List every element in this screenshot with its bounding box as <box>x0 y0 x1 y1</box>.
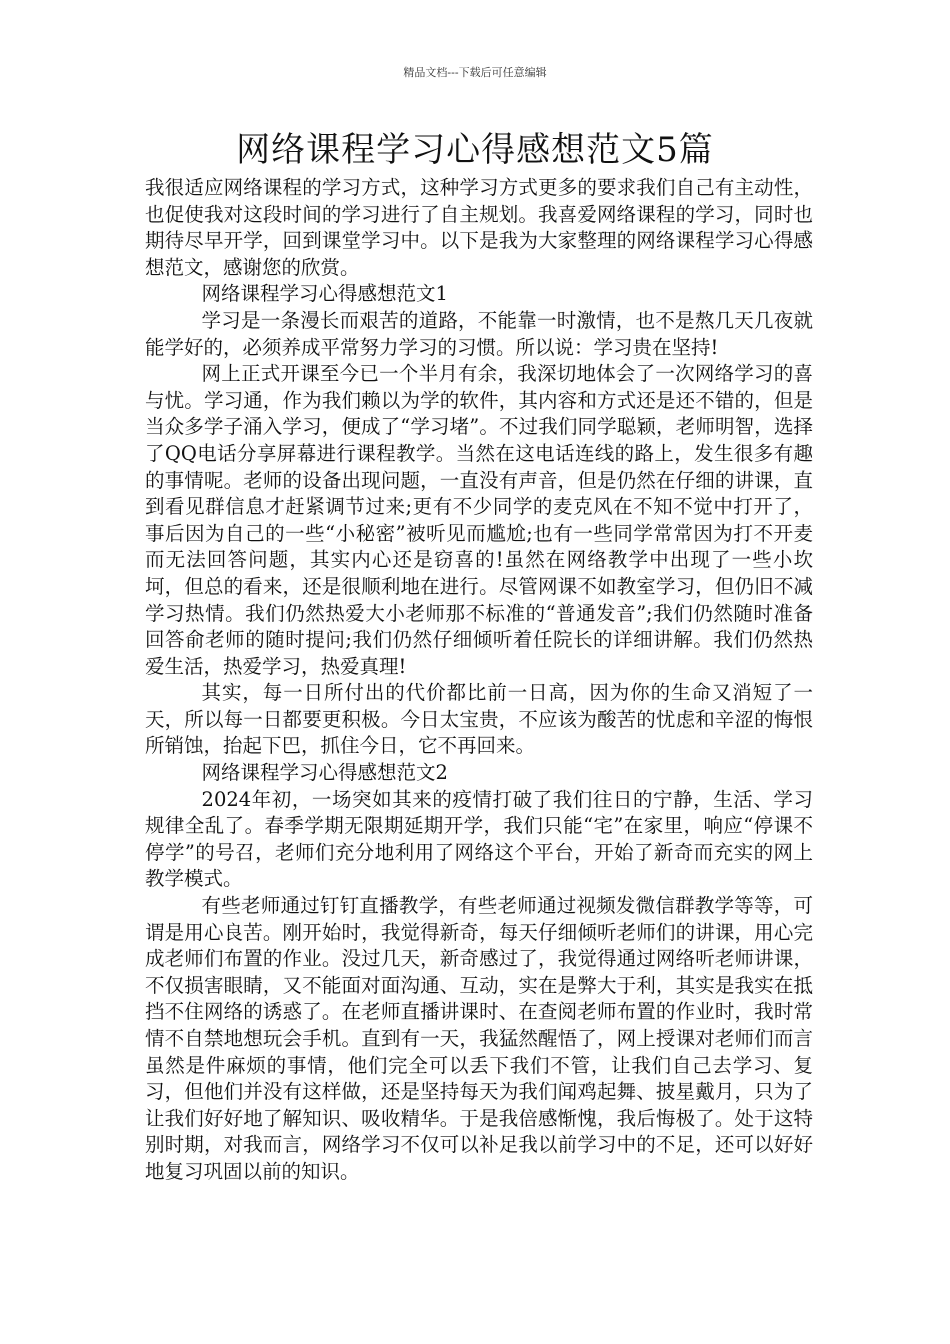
paragraph: 2024年初，一场突如其来的疫情打破了我们往日的宁静，生活、学习规律全乱了。春季学期无限期延期开学，我们只能“宅”在家里，响应“停课不停学”的号召，老师们充分地利用了网络这个平台，开始了新奇而充实的网上教学模式。 <box>145 787 813 891</box>
paragraph: 网上正式开课至今已一个半月有余，我深切地体会了一次网络学习的喜与忧。学习通，作为我们赖以为学的软件，其内容和方式还是还不错的，但是当众多学子涌入学习，便成了“学习堵”。不过我们同学聪颖，老师明智，选择了QQ电话分享屏幕进行课程教学。当然在这电话连线的路上，发生很多有趣的事情呢。老师的设备出现问题，一直没有声音，但是仍然在仔细的讲课，直到看见群信息才赶紧调节过来;更有不少同学的麦克风在不知不觉中打开了，事后因为自己的一些“小秘密”被听见而尴尬;也有一些同学常常因为打不开麦而无法回答问题，其实内心还是窃喜的!虽然在网络教学中出现了一些小坎坷，但总的看来，还是很顺利地在进行。尽管网课不如教室学习，但仍旧不减学习热情。我们仍然热爱大小老师那不标准的“普通发音”;我们仍然随时准备回答俞老师的随时提问;我们仍然仔细倾听着任院长的详细讲解。我们仍然热爱生活，热爱学习，热爱真理! <box>145 362 813 678</box>
intro-paragraph: 我很适应网络课程的学习方式，这种学习方式更多的要求我们自己有主动性，也促使我对这段时间的学习进行了自主规划。我喜爱网络课程的学习，同时也期待尽早开学，回到课堂学习中。以下是我为大家整理的网络课程学习心得感想范文，感谢您的欣赏。 <box>145 176 813 279</box>
paragraph: 有些老师通过钉钉直播教学，有些老师通过视频发微信群教学等等，可谓是用心良苦。刚开始时，我觉得新奇，每天仔细倾听老师们的讲课，用心完成老师们布置的作业。没过几天，新奇感过了，我觉得通过网络听老师讲课，不仅损害眼睛，又不能面对面沟通、互动，实在是弊大于利，其实是我实在抵挡不住网络的诱惑了。在老师直播讲课时、在查阅老师布置的作业时，我时常情不自禁地想玩会手机。直到有一天，我猛然醒悟了，网上授课对老师们而言虽然是件麻烦的事情，他们完全可以丢下我们不管，让我们自己去学习、复习，但他们并没有这样做，还是坚持每天为我们闻鸡起舞、披星戴月，只为了让我们好好地了解知识、吸收精华。于是我倍感惭愧，我后悔极了。处于这特别时期，对我而言，网络学习不仅可以补足我以前学习中的不足，还可以好好地复习巩固以前的知识。 <box>145 894 813 1183</box>
paragraph: 其实，每一日所付出的代价都比前一日高，因为你的生命又消短了一天，所以每一日都要更积极。今日太宝贵，不应该为酸苦的忧虑和辛涩的悔恨所销蚀，抬起下巴，抓住今日，它不再回来。 <box>145 681 813 758</box>
document-title: 网络课程学习心得感想范文5篇 <box>236 130 714 170</box>
paragraph: 学习是一条漫长而艰苦的道路，不能靠一时激情，也不是熬几天几夜就能学好的，必须养成平常努力学习的习惯。所以说：学习贵在坚持! <box>145 308 813 359</box>
section-heading-1: 网络课程学习心得感想范文1 <box>201 282 448 306</box>
section-heading-2: 网络课程学习心得感想范文2 <box>201 761 448 785</box>
header-note: 精品文档---下载后可任意编辑 <box>403 66 547 79</box>
document-body <box>145 175 813 1186</box>
